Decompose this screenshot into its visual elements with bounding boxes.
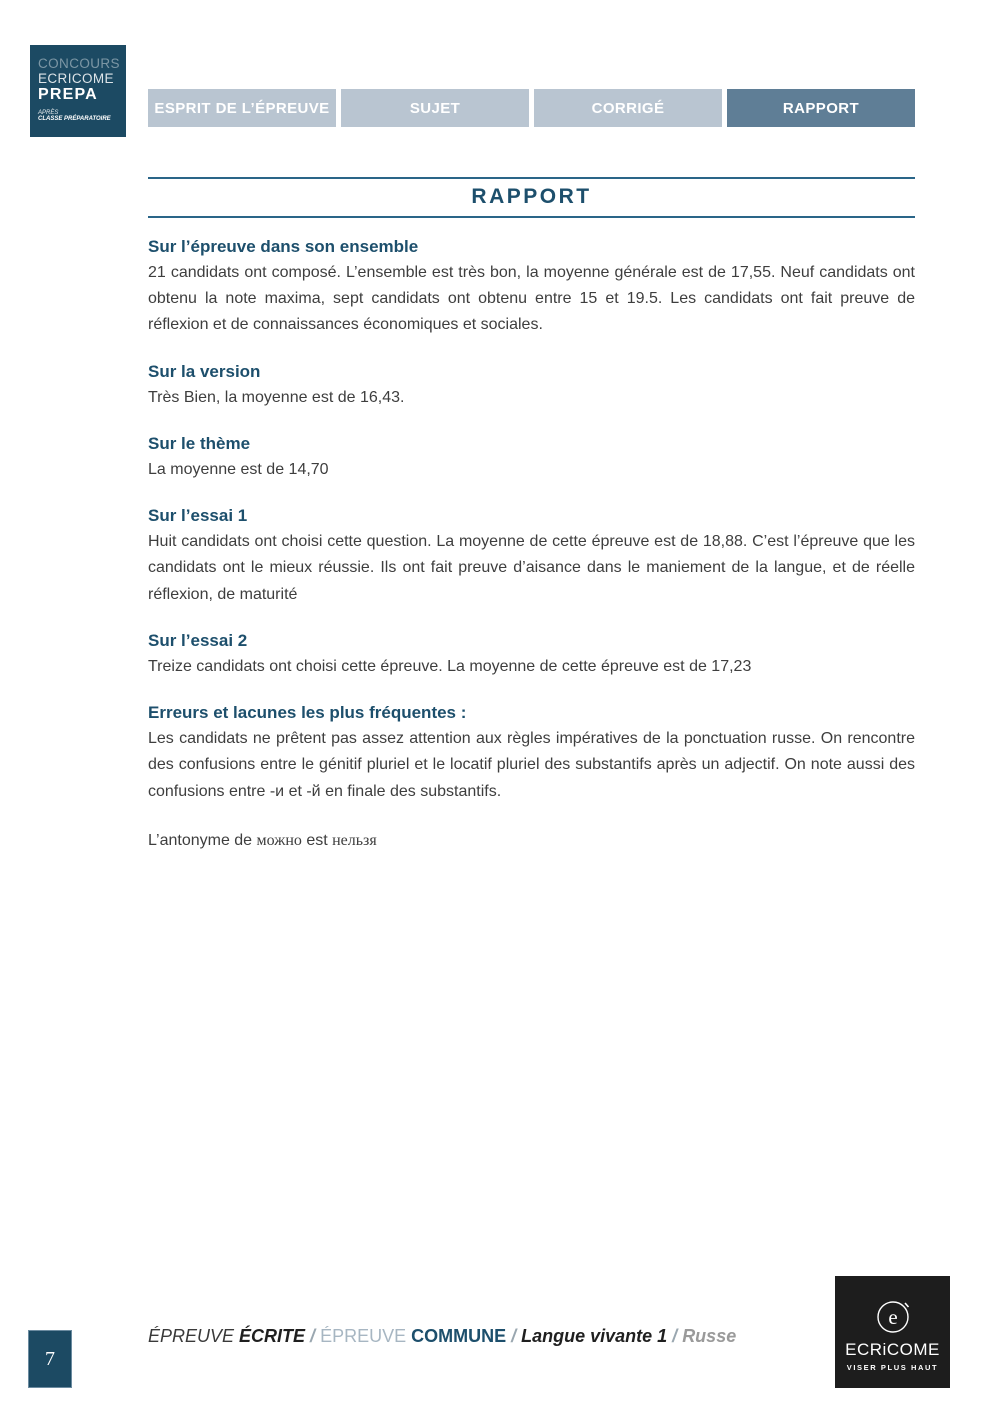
breadcrumb [148,1326,736,1347]
logo-line-classe-preparatoire: CLASSE PRÉPARATOIRE [38,115,111,122]
tab-rapport[interactable]: RAPPORT [727,89,915,127]
svg-text:e: e [887,1304,898,1329]
breadcrumb-epreuve: ÉPREUVE [148,1326,240,1346]
section-body: 21 candidats ont composé. L’ensemble est très bon, la moyenne générale est de 17,55. Neuf candidats ont obtenu la note maxima, sept candidats ont obtenu entre 15 et 19.5. Les candidats ont fait preuve de réflexion et de connaissances économiques et sociales. [148,264,915,334]
tab-sujet[interactable]: SUJET [341,89,529,127]
section-heading: Sur la version [148,361,261,381]
page-number: 7 [28,1330,72,1388]
breadcrumb-separator: / [506,1326,522,1346]
section-body: La moyenne est de 14,70 [148,460,329,478]
breadcrumb-commune: COMMUNE [411,1326,507,1346]
logo-line-prepa: PREPA [38,86,98,104]
page-title-block [148,177,915,218]
section-heading: Erreurs et lacunes les plus fréquentes : [148,703,467,723]
ecricome-logo [835,1276,950,1388]
section-ensemble [148,237,915,339]
section-version [148,362,915,411]
section-heading: Sur le thème [148,433,251,453]
breadcrumb-langue-vivante: Langue vivante 1 [521,1326,668,1346]
section-heading: Sur l’essai 2 [148,630,248,650]
section-body: Très Bien, la moyenne est de 16,43. [148,388,405,406]
section-essai-2 [148,631,915,680]
breadcrumb-separator: / [305,1326,321,1346]
section-body: Huit candidats ont choisi cette question. La moyenne de cette épreuve est de 18,88. C’est l’épreuve que les candidats ont le mieux réussie. Ils ont fait preuve d’aisance dans le maniement de la langue, et de réelle réflexion, de maturité [148,533,915,603]
antonym-line [148,828,915,854]
concours-ecricome-prepa-logo [30,45,126,137]
antonym-russian-word-1: можно [256,831,302,849]
antonym-prefix: L’antonyme de [148,831,257,849]
section-essai-1 [148,506,915,608]
section-erreurs [148,703,915,805]
breadcrumb-epreuve-2: ÉPREUVE [320,1326,412,1346]
antonym-middle: est [301,831,333,849]
logo-line-ecricome: ECRICOME [38,71,114,87]
ecricome-tagline: VISER PLUS HAUT [846,1362,939,1372]
section-theme [148,434,915,483]
ecricome-brand-text: ECRiCOME [845,1339,940,1359]
breadcrumb-ecrite: ÉCRITE [239,1326,306,1346]
breadcrumb-russe: Russe [682,1326,737,1346]
antonym-russian-word-2: нельзя [332,831,377,849]
tab-esprit-de-l-epreuve[interactable]: ESPRIT DE L’ÉPREUVE [148,89,336,127]
logo-line-apres: APRÈS [38,109,59,116]
page-title: RAPPORT [471,185,592,208]
breadcrumb-separator: / [667,1326,683,1346]
report-content [148,237,915,854]
section-heading: Sur l’essai 1 [148,506,248,526]
section-body: Treize candidats ont choisi cette épreuve. La moyenne de cette épreuve est de 17,23 [148,657,752,675]
tab-corrige[interactable]: CORRIGÉ [534,89,722,127]
ecricome-emblem-icon [870,1293,916,1339]
logo-line-concours: CONCOURS [38,56,120,71]
section-body: Les candidats ne prêtent pas assez attention aux règles impératives de la ponctuation russe. On rencontre des confusions entre le génitif pluriel et le locatif pluriel des substantifs après un adjectif. On note aussi des confusions entre -и et -й en finale des substantifs. [148,730,915,800]
tab-bar [148,89,915,127]
section-heading: Sur l’épreuve dans son ensemble [148,237,419,256]
